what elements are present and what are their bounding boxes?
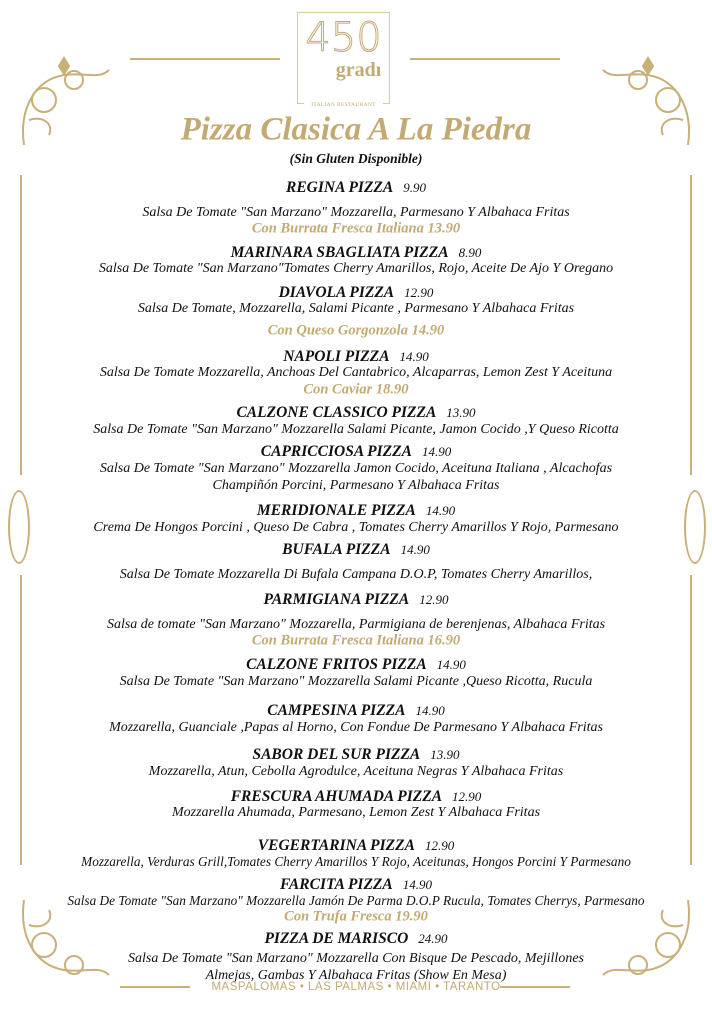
item-name: PARMIGIANA PIZZA <box>263 591 410 608</box>
item-title <box>0 930 712 948</box>
item-name: NAPOLI PIZZA <box>283 348 390 365</box>
item-price: 9.90 <box>403 180 426 195</box>
item-price: 14.90 <box>400 542 430 557</box>
item-title <box>0 348 712 366</box>
item-title <box>0 179 712 197</box>
item-price: 12.90 <box>404 285 434 300</box>
item-extra-option: Con Trufa Fresca 19.90 <box>284 908 428 925</box>
header-rule-left <box>130 58 280 60</box>
item-title <box>0 443 712 461</box>
item-name: BUFALA PIZZA <box>282 541 391 558</box>
item-price: 14.90 <box>402 877 432 892</box>
item-description: Almejas, Gambas Y Albahaca Fritas (Show En Mesa) <box>205 968 507 983</box>
item-description: Salsa De Tomate "San Marzano" Mozzarella Salami Picante, Jamon Cocido ,Y Queso Ricotta <box>93 422 619 437</box>
restaurant-logo <box>297 12 390 108</box>
item-price: 14.90 <box>399 349 429 364</box>
item-name: FARCITA PIZZA <box>280 876 393 893</box>
item-name: CALZONE CLASSICO PIZZA <box>236 404 437 421</box>
item-price: 13.90 <box>430 747 460 762</box>
item-description: Mozzarella, Verduras Grill,Tomates Cherry Amarillos Y Rojo, Aceitunas, Hongos Porcini Y Parmesano <box>81 854 631 869</box>
item-title <box>0 702 712 720</box>
item-price: 14.90 <box>436 657 466 672</box>
item-name: REGINA PIZZA <box>286 179 394 196</box>
item-name: CAPRICCIOSA PIZZA <box>260 443 412 460</box>
item-description: Salsa De Tomate Mozzarella Di Bufala Campana D.O.P, Tomates Cherry Amarillos, <box>119 567 593 582</box>
item-description: Salsa De Tomate "San Marzano" Mozzarella Jamon Cocido, Aceituna Italiana , Alcachofas <box>99 461 613 476</box>
item-price: 14.90 <box>415 703 445 718</box>
item-description: Salsa De Tomate "San Marzano" Mozzarella Jamón De Parma D.O.P Rucula, Tomates Cherrys, Parmesano <box>67 893 645 908</box>
item-name: MARINARA SBAGLIATA PIZZA <box>230 244 449 261</box>
item-description: Salsa De Tomate, Mozzarella, Salami Picante , Parmesano Y Albahaca Fritas <box>137 301 575 316</box>
item-title <box>0 502 712 520</box>
item-name: DIAVOLA PIZZA <box>278 284 395 301</box>
item-price: 12.90 <box>452 789 482 804</box>
item-description: Crema De Hongos Porcini , Queso De Cabra , Tomates Cherry Amarillos Y Rojo, Parmesano <box>93 520 619 535</box>
item-price: 12.90 <box>424 838 455 853</box>
item-description: Salsa de tomate "San Marzano" Mozzarella, Parmigiana de berenjenas, Albahaca Fritas <box>106 617 606 632</box>
page-title: Pizza Clasica A La Piedra <box>180 111 532 148</box>
item-description: Salsa De Tomate "San Marzano" Mozzarella, Parmesano Y Albahaca Fritas <box>142 205 570 220</box>
item-description: Champiñón Porcini, Parmesano Y Albahaca Fritas <box>212 478 500 493</box>
item-title <box>0 876 712 894</box>
item-title <box>0 284 712 302</box>
page-subtitle: (Sin Gluten Disponible) <box>289 151 423 166</box>
logo-number: 450 <box>305 15 382 61</box>
item-title <box>0 788 712 806</box>
item-description: Salsa De Tomate "San Marzano" Mozzarella Salami Picante ,Queso Ricotta, Rucula <box>119 674 593 689</box>
item-price: 14.90 <box>425 503 456 518</box>
footer-locations: MASPALOMAS • LAS PALMAS • MIAMI • TARANTO <box>211 981 501 993</box>
item-description: Salsa De Tomate "San Marzano"Tomates Cherry Amarillos, Rojo, Aceite De Ajo Y Oregano <box>98 261 614 276</box>
item-title <box>0 746 712 764</box>
logo-unit: gradı <box>335 59 382 81</box>
header-rule-right <box>410 58 560 60</box>
item-title <box>0 541 712 559</box>
logo-tagline: ITALIAN RESTAURANT <box>304 102 383 108</box>
item-extra-option: Con Burrata Fresca Italiana 13.90 <box>251 220 461 237</box>
item-name: VEGERTARINA PIZZA <box>257 837 415 854</box>
item-name: PIZZA DE MARISCO <box>264 930 409 947</box>
item-title <box>0 404 712 422</box>
item-name: FRESCURA AHUMADA PIZZA <box>230 788 443 805</box>
item-title <box>0 656 712 674</box>
item-extra-option: Con Burrata Fresca Italiana 16.90 <box>251 632 461 649</box>
item-extra-option: Con Caviar 18.90 <box>303 381 409 398</box>
item-title <box>0 591 712 609</box>
item-name: CAMPESINA PIZZA <box>267 702 406 719</box>
item-description: Mozzarella Ahumada, Parmesano, Lemon Zest Y Albahaca Fritas <box>171 805 541 820</box>
item-extra-option: Con Queso Gorgonzola 14.90 <box>267 322 445 339</box>
item-price: 8.90 <box>458 245 482 260</box>
item-price: 12.90 <box>419 592 449 607</box>
item-name: CALZONE FRITOS PIZZA <box>246 656 427 673</box>
item-price: 14.90 <box>421 444 452 459</box>
item-name: SABOR DEL SUR PIZZA <box>252 746 421 763</box>
item-title <box>0 837 712 855</box>
item-description: Salsa De Tomate "San Marzano" Mozzarella Con Bisque De Pescado, Mejillones <box>128 951 584 966</box>
item-price: 24.90 <box>418 931 448 946</box>
item-description: Salsa De Tomate Mozzarella, Anchoas Del Cantabrico, Alcaparras, Lemon Zest Y Aceituna <box>99 365 613 380</box>
item-name: MERIDIONALE PIZZA <box>256 502 416 519</box>
item-title <box>0 244 712 262</box>
item-description: Mozzarella, Atun, Cebolla Agrodulce, Aceituna Negras Y Albahaca Fritas <box>148 764 564 779</box>
item-description: Mozzarella, Guanciale ,Papas al Horno, Con Fondue De Parmesano Y Albahaca Fritas <box>109 720 603 735</box>
item-price: 13.90 <box>446 405 476 420</box>
